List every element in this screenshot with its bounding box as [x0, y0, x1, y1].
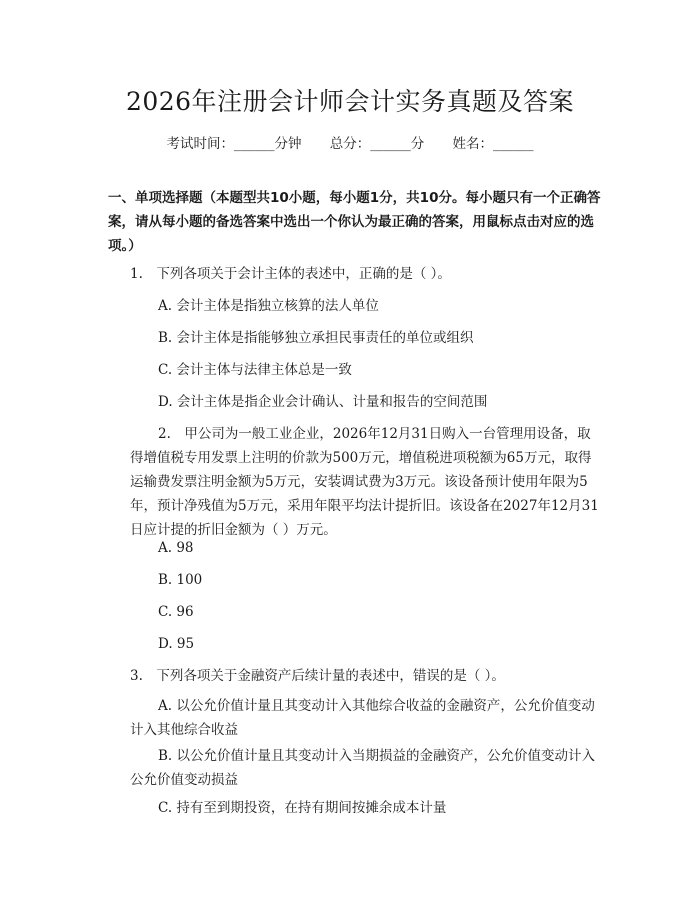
question-1-option-d[interactable]: D. 会计主体是指企业会计确认、计量和报告的空间范围 [158, 394, 488, 410]
question-1-option-b[interactable]: B. 会计主体是指能够独立承担民事责任的单位或组织 [158, 330, 474, 346]
question-2-option-a[interactable]: A. 98 [158, 540, 194, 556]
question-2-option-b[interactable]: B. 100 [158, 572, 203, 588]
question-3-option-b[interactable]: B. 以公允价值计量且其变动计入当期损益的金融资产，公允价值变动计入公允价值变动损益 [130, 748, 596, 788]
question-2-option-d[interactable]: D. 95 [158, 636, 195, 652]
question-3-option-c[interactable]: C. 持有至到期投资，在持有期间按摊余成本计量 [158, 800, 447, 816]
exam-time: 考试时间：______分钟 [166, 136, 302, 152]
exam-score: 总分：______分 [329, 136, 425, 152]
question-3-stem: 3. 下列各项关于金融资产后续计量的表述中，错误的是（ ）。 [130, 668, 505, 684]
question-1-option-c[interactable]: C. 会计主体与法律主体总是一致 [158, 362, 352, 378]
question-3-option-a[interactable]: A. 以公允价值计量且其变动计入其他综合收益的金融资产，公允价值变动计入其他综合收益 [130, 698, 595, 738]
section-heading: 一、单项选择题（本题型共10小题，每小题1分，共10分。每小题只有一个正确答案，请从每小题的备选答案中选出一个你认为最正确的答案，用鼠标点击对应的选项。） [108, 190, 601, 254]
question-2-stem: 2. 甲公司为一般工业企业，2026年12月31日购入一台管理用设备，取得增值税专用发票上注明的价款为500万元，增值税进项税额为65万元，取得运输费发票注明金额为5万元，安装调试费为3万元。该设备预计使用年限为5年，预计净残值为5万元，采用年限平均法计提折旧。该设备在2027年12月31日应计提的折旧金额为（ ）万元。 [130, 426, 599, 538]
exam-name: 姓名：______ [452, 136, 534, 152]
page-title: 2026年注册会计师会计实务真题及答案 [125, 87, 575, 116]
question-1-stem: 1. 下列各项关于会计主体的表述中，正确的是（ ）。 [130, 266, 451, 282]
question-2-option-c[interactable]: C. 96 [158, 604, 194, 620]
question-1-option-a[interactable]: A. 会计主体是指独立核算的法人单位 [158, 298, 379, 314]
exam-info [0, 132, 700, 152]
